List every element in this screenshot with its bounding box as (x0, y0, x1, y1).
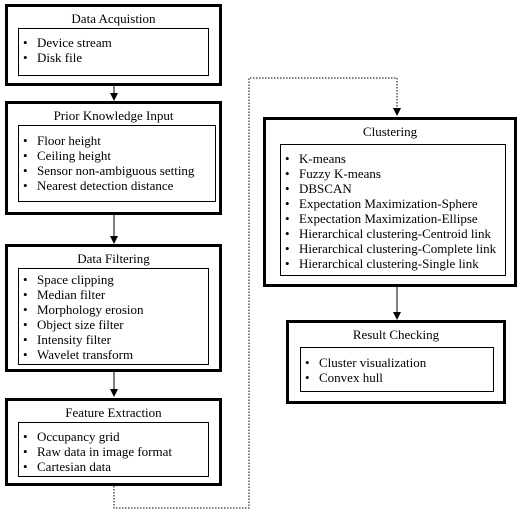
list-item: • Expectation Maximization-Sphere (285, 196, 478, 211)
data-acquisition-title: Data Acquistion (71, 11, 156, 26)
list-item: • Ceiling height (23, 148, 112, 163)
list-item: • Convex hull (305, 370, 383, 385)
list-item: • Intensity filter (23, 332, 112, 347)
list-item: • Floor height (23, 133, 101, 148)
list-item: • Disk file (23, 50, 83, 65)
data-acquisition-box (5, 4, 222, 86)
data-filtering-list (18, 268, 209, 365)
result-checking-title: Result Checking (352, 327, 440, 342)
list-item: • Cluster visualization (305, 355, 427, 370)
list-item: • Space clipping (23, 272, 114, 287)
list-item: • Morphology erosion (23, 302, 144, 317)
clustering-title: Clustering (362, 124, 418, 139)
data-filtering-title: Data Filtering (77, 251, 150, 266)
prior-knowledge-title: Prior Knowledge Input (53, 108, 174, 123)
list-item: • Hierarchical clustering-Single link (285, 256, 479, 271)
list-item: • Expectation Maximization-Ellipse (285, 211, 478, 226)
list-item: • Device stream (23, 35, 112, 50)
list-item: • Fuzzy K-means (285, 166, 381, 181)
list-item: • Median filter (23, 287, 106, 302)
list-item: • Sensor non-ambiguous setting (23, 163, 195, 178)
list-item: • Object size filter (23, 317, 124, 332)
list-item: • Hierarchical clustering-Complete link (285, 241, 497, 256)
prior-knowledge-box (5, 101, 222, 215)
data-filtering-box (5, 244, 222, 372)
list-item: • Nearest detection distance (23, 178, 174, 193)
feature-extraction-list (18, 422, 209, 477)
list-item: • Hierarchical clustering-Centroid link (285, 226, 492, 241)
prior-knowledge-list (18, 125, 216, 202)
list-item: • Raw data in image format (23, 444, 173, 459)
result-checking-list (300, 347, 494, 392)
feature-extraction-title: Feature Extraction (65, 405, 162, 420)
clustering-list (280, 144, 506, 276)
clustering-box (263, 117, 517, 287)
data-acquisition-list (18, 28, 209, 76)
list-item: • K-means (285, 151, 346, 166)
list-item: • DBSCAN (285, 181, 352, 196)
feature-extraction-box (5, 398, 222, 486)
list-item: • Cartesian data (23, 459, 111, 474)
result-checking-box (286, 320, 506, 404)
list-item: • Wavelet transform (23, 347, 134, 362)
list-item: • Occupancy grid (23, 429, 120, 444)
